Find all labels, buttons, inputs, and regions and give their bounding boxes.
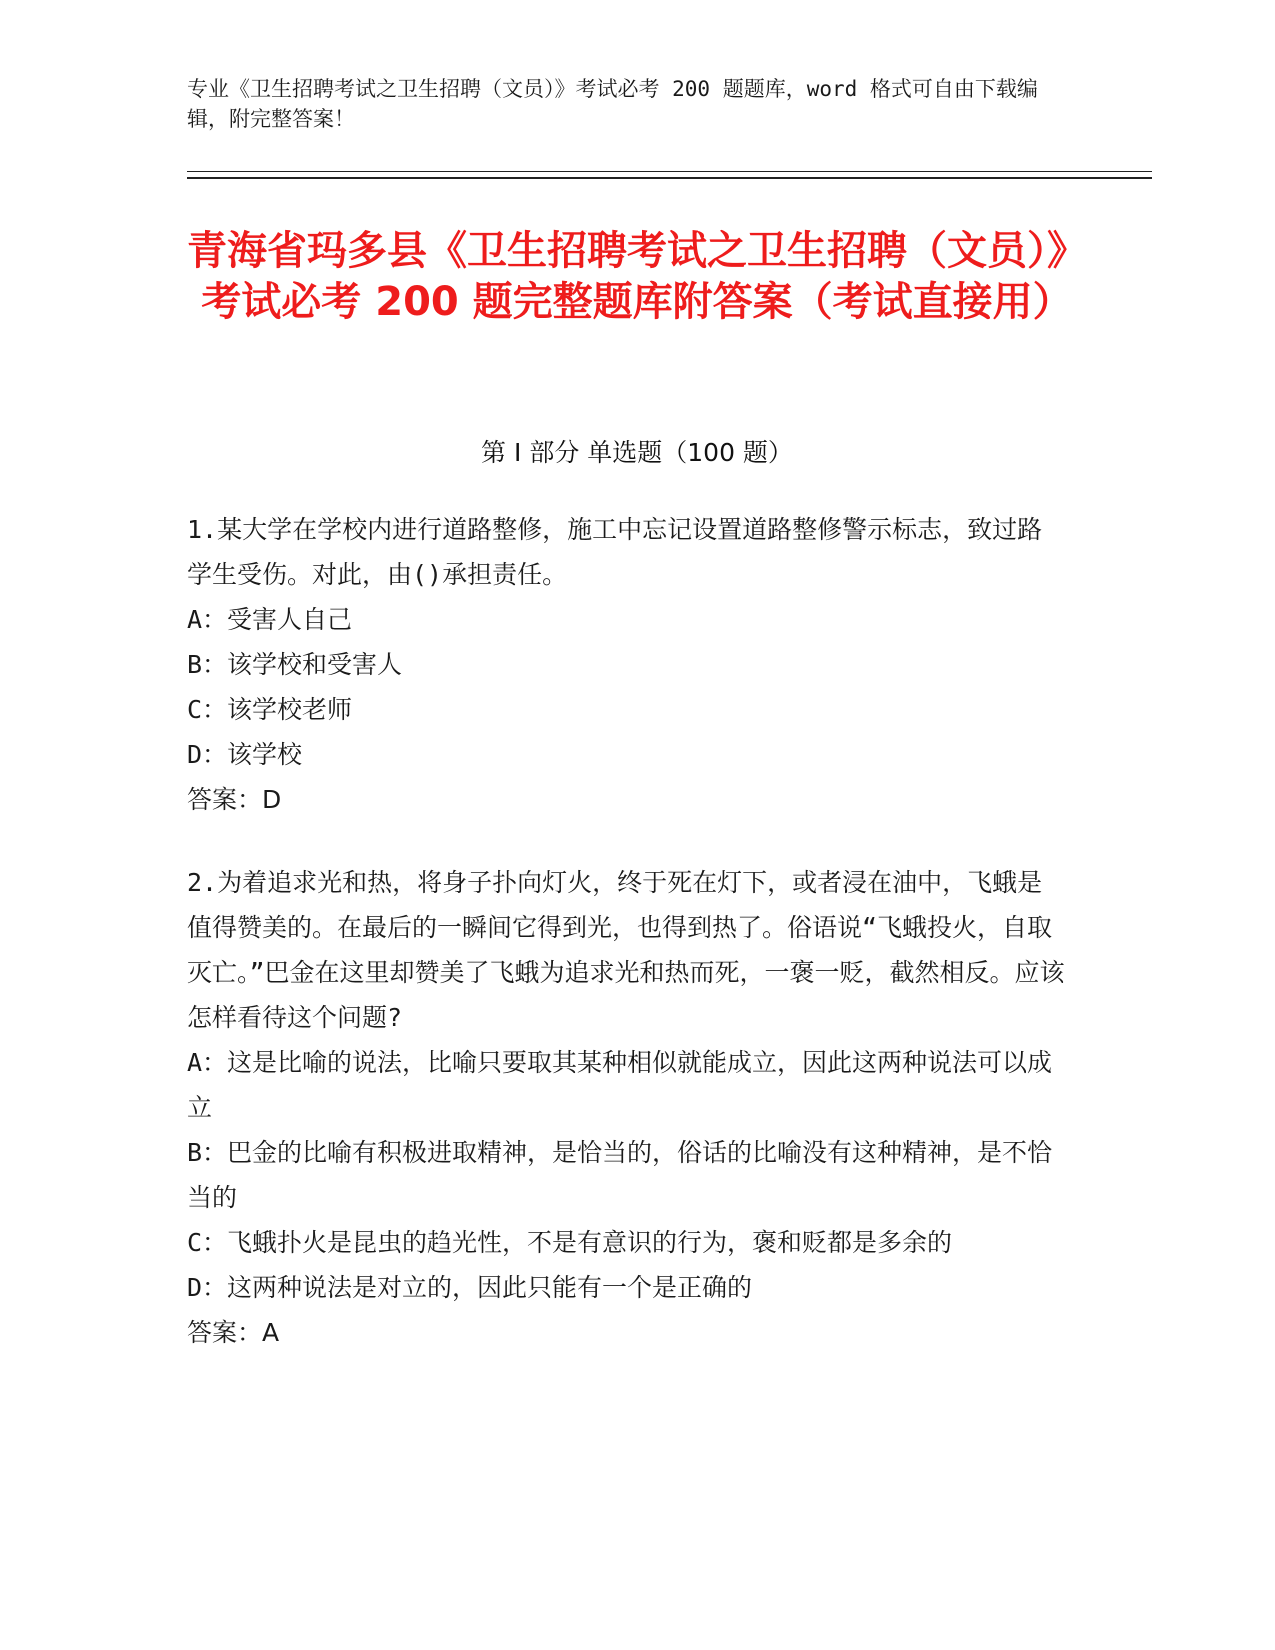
question-2 [187,860,1067,1355]
document-title: 青海省玛多县《卫生招聘考试之卫生招聘（文员）》考试必考 200 题完整题库附答案（考试直接用） [187,228,1087,325]
option-a: A：这是比喻的说法，比喻只要取其某种相似就能成立，因此这两种说法可以成立 [187,1048,1053,1122]
option-d: D：这两种说法是对立的，因此只能有一个是正确的 [187,1273,753,1302]
option-a: A：受害人自己 [187,605,353,634]
header-divider-thin [187,171,1152,172]
header-note: 专业《卫生招聘考试之卫生招聘（文员）》考试必考 200 题题库，word 格式可自由下载编辑，附完整答案！ [187,77,1038,131]
header-divider-thick [187,177,1152,179]
option-c: C：该学校老师 [187,695,353,724]
answer-label: 答案：D [187,785,282,814]
option-d: D：该学校 [187,740,303,769]
option-c: C：飞蛾扑火是昆虫的趋光性，不是有意识的行为，褒和贬都是多余的 [187,1228,953,1257]
section-title: 第 I 部分 单选题（100 题） [481,438,793,467]
question-1 [187,507,1067,822]
option-b: B：巴金的比喻有积极进取精神，是恰当的，俗话的比喻没有这种精神，是不恰当的 [187,1138,1053,1212]
answer-label: 答案：A [187,1318,280,1347]
question-stem: 2.为着追求光和热，将身子扑向灯火，终于死在灯下，或者浸在油中，飞蛾是值得赞美的。在最后的一瞬间它得到光，也得到热了。俗语说“飞蛾投火，自取灭亡。”巴金在这里却赞美了飞蛾为追求光和热而死，一褒一贬，截然相反。应该怎样看待这个问题? [187,868,1065,1032]
option-b: B：该学校和受害人 [187,650,403,679]
question-stem: 1.某大学在学校内进行道路整修，施工中忘记设置道路整修警示标志，致过路学生受伤。对此，由()承担责任。 [187,515,1043,589]
